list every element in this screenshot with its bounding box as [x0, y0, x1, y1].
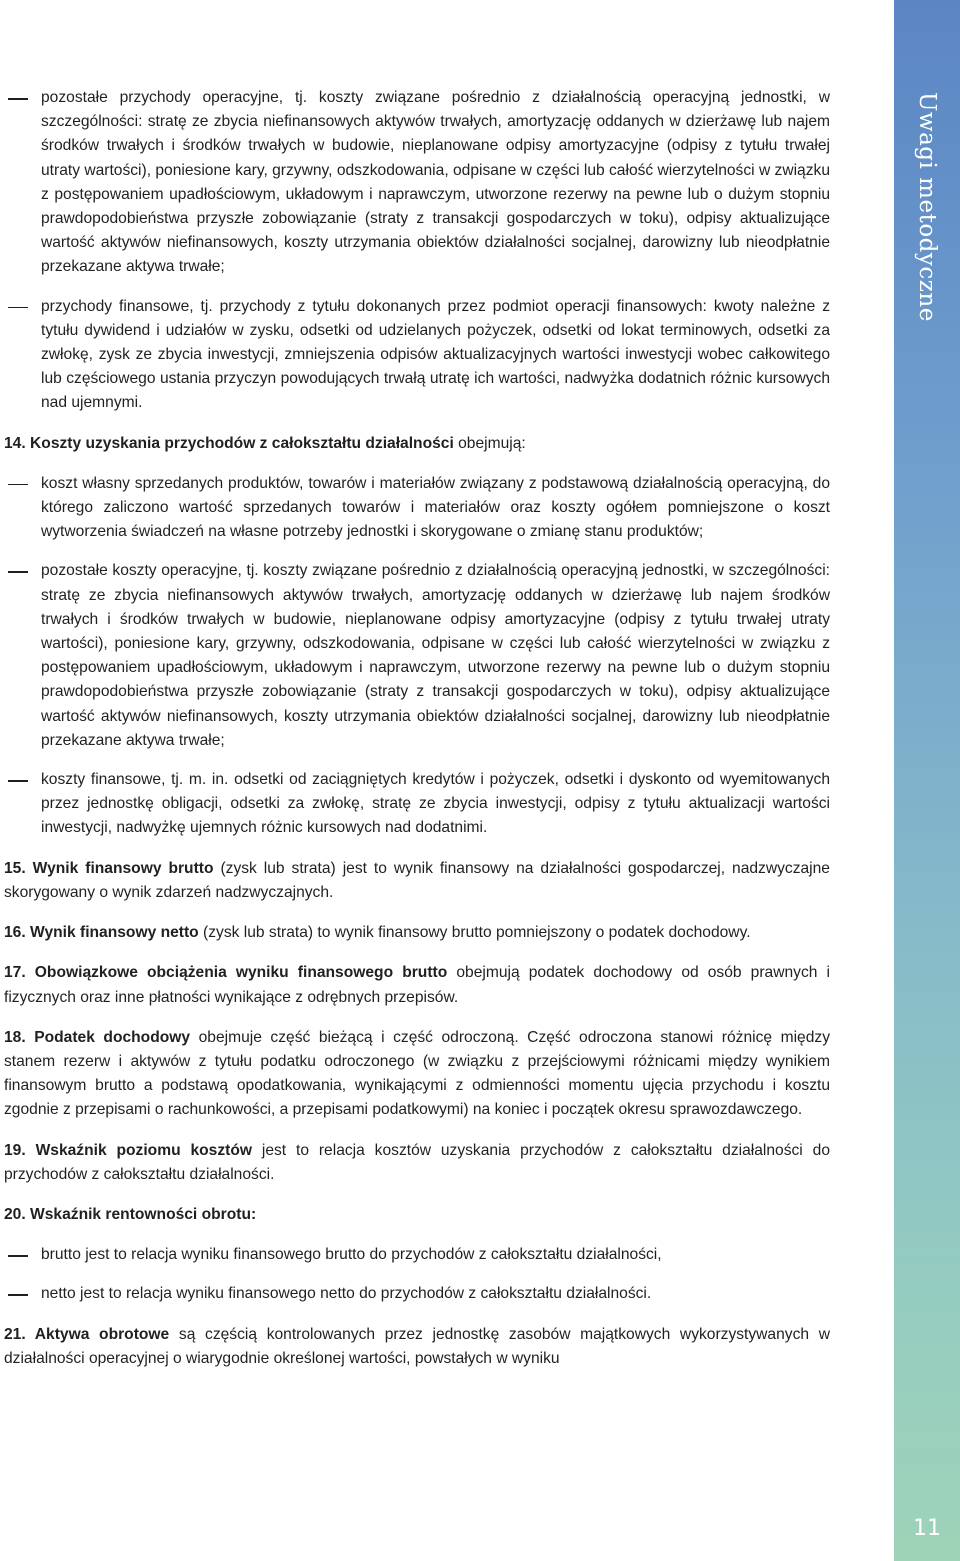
definition-16: 16. Wynik finansowy netto (zysk lub strata) to wynik finansowy brutto pomniejszony o podatek dochodowy. [4, 924, 751, 942]
list-item: pozostałe koszty operacyjne, tj. koszty związane pośrednio z działalnością operacyjną jednostki, w szczególności: stratę ze zbycia niefinansowych aktywów trwałych, amortyzację oddanych w dzierżawę lub najem środków trwałych i środków trwałych w budowie, nieplanowane odpisy amortyzacyjne (odpisy z tytułu trwałej utraty wartości), poniesione kary, grzywny, odszkodowania, odpisane w części lub całość wierzytelności w związku z postępowaniem upadłościowym, układowym i naprawczym, utworzone rezerwy na pewne lub o dużym stopniu prawdopodobieństwa przyszłe zobowiązanie (straty z transakcji gospodarczych w toku), odpisy aktualizujące wartość aktywów niefinansowych, koszty utrzymania obiektów działalności socjalnej, darowizny lub nieodpłatnie przekazane aktywa trwałe; [41, 562, 830, 749]
list-item: przychody finansowe, tj. przychody z tytułu dokonanych przez podmiot operacji finansowych: kwoty należne z tytułu dywidend i udziałów w zysku, odsetki od udzielanych pożyczek, odsetki od lokat terminowych, odsetki za zwłokę, zysk ze zbycia inwestycji, zmniejszenia odpisów aktualizacyjnych wartości inwestycji wobec całkowitego lub częściowego ustania przyczyn powodujących trwałą utratę ich wartości, nadwyżka dodatnich różnic kursowych nad ujemnymi. [41, 297, 830, 412]
sidebar-title: Uwagi metodyczne [914, 92, 940, 322]
definition-21: 21. Aktywa obrotowe są częścią kontrolowanych przez jednostkę zasobów majątkowych wykorzystywanych w działalności operacyjnej o wiarygodnie określonej wartości, powstałych w wyniku [4, 1325, 830, 1367]
definition-15: 15. Wynik finansowy brutto (zysk lub strata) jest to wynik finansowy na działalności gospodarczej, nadzwyczajne skorygowany o wynik zdarzeń nadzwyczajnych. [4, 859, 830, 901]
definition-20: 20. Wskaźnik rentowności obrotu: [4, 1205, 257, 1223]
definition-19: 19. Wskaźnik poziomu kosztów jest to relacja kosztów uzyskania przychodów z całokształtu działalności do przychodów z całokształtu działalności. [4, 1141, 830, 1183]
list-item: pozostałe przychody operacyjne, tj. koszty związane pośrednio z działalnością operacyjną jednostki, w szczególności: stratę ze zbycia niefinansowych aktywów trwałych, amortyzację oddanych w dzierżawę lub najem środków trwałych i środków trwałych w budowie, nieplanowane odpisy amortyzacyjne (odpisy z tytułu trwałej utraty wartości), poniesione kary, grzywny, odszkodowania, odpisane w części lub całość wierzytelności w związku z postępowaniem upadłościowym, układowym i naprawczym, utworzone rezerwy na pewne lub o dużym stopniu prawdopodobieństwa przyszłe zobowiązanie (straty z transakcji gospodarczych w toku), odpisy aktualizujące wartość aktywów niefinansowych, koszty utrzymania obiektów działalności socjalnej, darowizny lub nieodpłatnie przekazane aktywa trwałe; [41, 89, 830, 276]
list-item: netto jest to relacja wyniku finansowego netto do przychodów z całokształtu działalności. [41, 1285, 652, 1303]
list-item: koszty finansowe, tj. m. in. odsetki od zaciągniętych kredytów i pożyczek, odsetki i dyskonto od wyemitowanych przez jednostkę obligacji, odsetki za zwłokę, stratę ze zbycia inwestycji, odpisy z tytułu aktualizacji wartości inwestycji, nadwyżkę ujemnych różnic kursowych nad dodatnimi. [41, 771, 830, 837]
document-body [4, 86, 830, 1371]
definition-17: 17. Obowiązkowe obciążenia wyniku finansowego brutto obejmują podatek dochodowy od osób prawnych i fizycznych oraz inne płatności wynikające z odrębnych przepisów. [4, 964, 830, 1006]
list-item: koszt własny sprzedanych produktów, towarów i materiałów związany z podstawową działalnością operacyjną, do którego zaliczono wartość sprzedanych towarów i materiałów oraz koszty ogółem pomniejszone o koszt wytworzenia świadczeń na własne potrzeby jednostki i skorygowane o zmianę stanu produktów; [41, 474, 830, 541]
page-number: 11 [913, 1516, 941, 1541]
definition-18: 18. Podatek dochodowy obejmuje część bieżącą i część odroczoną. Część odroczona stanowi różnicę między stanem rezerw i aktywów z tytułu podatku odroczonego (w związku z przejściowymi różnicami między wynikiem finansowym brutto a podstawą opodatkowania, wynikającymi z odmienności momentu ujęcia przychodu i kosztu zgodnie z przepisami o rachunkowości, a przepisami podatkowymi) na koniec i początek okresu sprawozdawczego. [4, 1028, 831, 1119]
definition-14: 14. Koszty uzyskania przychodów z całokształtu działalności obejmują: [4, 434, 526, 452]
list-item: brutto jest to relacja wyniku finansowego brutto do przychodów z całokształtu działalności, [41, 1246, 662, 1264]
